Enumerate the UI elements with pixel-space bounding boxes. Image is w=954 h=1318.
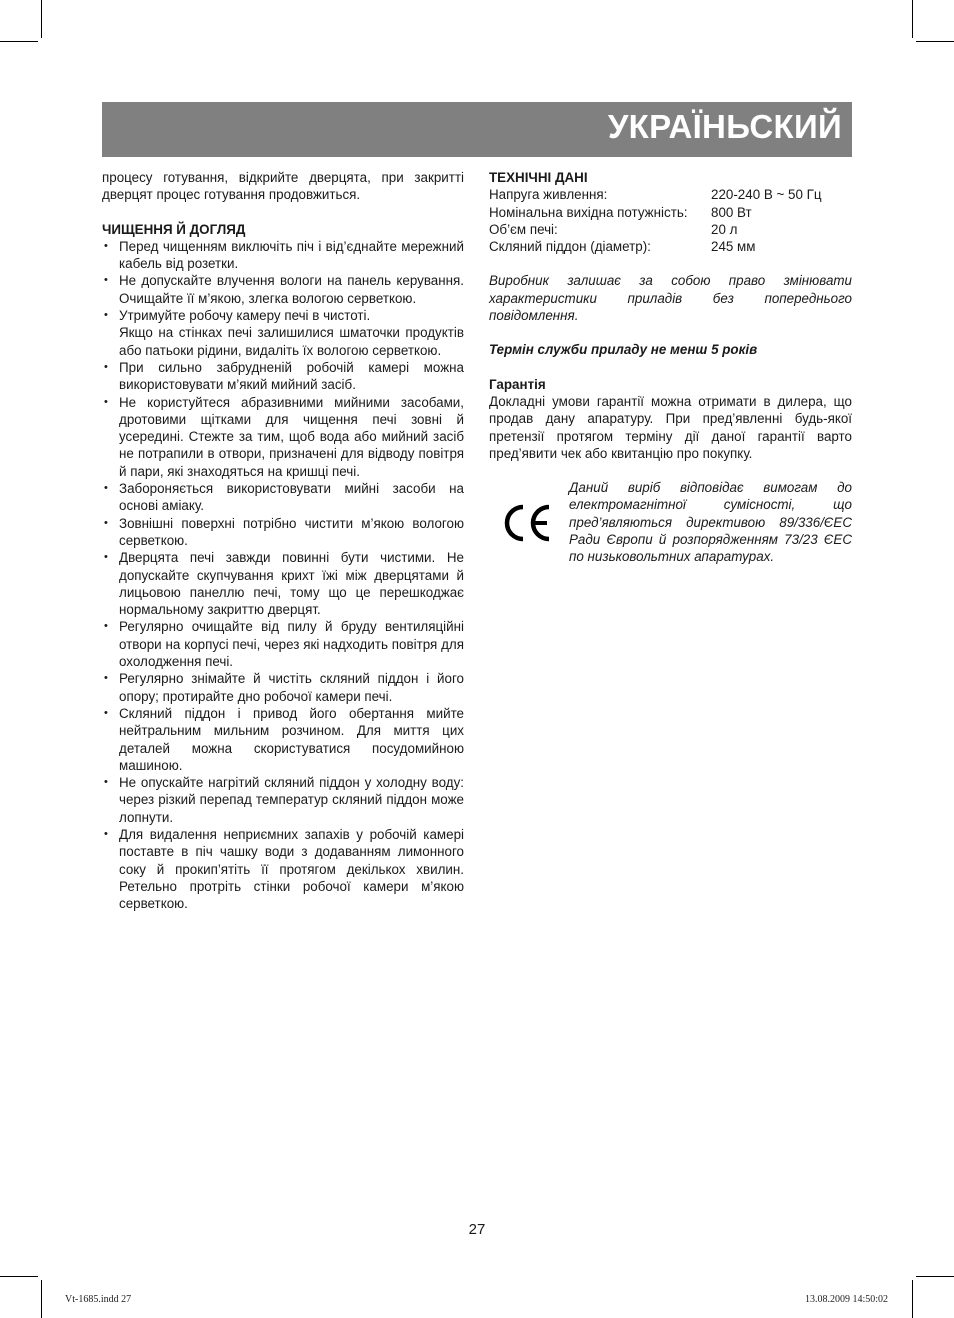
cleaning-item-text: Дверцята печі завжди повинні бути чистими. Не допускайте скупчування крихт їжі між дверцятами й лицьовою панеллю печі, тому що це перешкоджає нормальному закриттю дверцят. <box>119 550 464 618</box>
cleaning-list-item <box>102 480 464 515</box>
spec-label: Об’єм печі: <box>489 221 558 237</box>
cleaning-list-item <box>102 515 464 550</box>
crop-mark <box>0 1276 38 1277</box>
right-column <box>489 169 852 569</box>
spec-row <box>489 204 822 221</box>
warranty-heading: Гарантія <box>489 376 546 392</box>
crop-mark <box>912 0 913 38</box>
spec-label: Скляний піддон (діаметр): <box>489 239 651 255</box>
spec-value: 245 мм <box>711 239 756 255</box>
specs-table <box>489 186 822 255</box>
cleaning-item-text: Для видалення неприємних запахів у робочій камері поставте в піч чашку води з додаванням лимонного соку й прокип’ятіть її протягом декількох хвилин. Ретельно протріть стінки робочої камери м’якою серветкою. <box>119 826 464 912</box>
spec-row <box>489 186 822 203</box>
crop-mark <box>912 1280 913 1318</box>
cleaning-item-text: Регулярно знімайте й чистіть скляний піддон і його опору; протирайте дно робочої камери печі. <box>119 671 464 704</box>
spec-value: 20 л <box>711 221 738 237</box>
cleaning-list-item <box>102 705 464 774</box>
cleaning-item-text: Забороняється використовувати мийні засоби на основі аміаку. <box>119 481 464 514</box>
cleaning-list-item <box>102 826 464 912</box>
manufacturer-note: Виробник залишає за собою право змінювати характеристики приладів без попереднього повідомлення. <box>489 273 852 324</box>
timestamp-slug: 13.08.2009 14:50:02 <box>804 1294 888 1305</box>
cleaning-heading: ЧИЩЕННЯ Й ДОГЛЯД <box>102 221 246 237</box>
crop-mark <box>0 41 38 42</box>
cleaning-list-item <box>102 618 464 670</box>
spec-value: 800 Вт <box>711 204 752 220</box>
spec-value: 220-240 В ~ 50 Гц <box>711 187 822 203</box>
language-header-bar <box>102 102 852 157</box>
cleaning-item-text: Зовнішні поверхні потрібно чистити м’якою вологою серветкою. <box>119 515 464 548</box>
ce-mark-icon <box>503 503 555 543</box>
page-title: УКРАЇНЬСКИЙ <box>607 108 842 145</box>
service-life: Термін служби приладу не менш 5 років <box>489 342 758 358</box>
spec-row <box>489 221 822 238</box>
cleaning-item-text: Не опускайте нагрітий скляний піддон у холодну воду: через різкий перепад температур скляний піддон може лопнути. <box>119 775 464 825</box>
crop-mark <box>41 0 42 38</box>
cleaning-item-text: При сильно забрудненій робочій камері можна використовувати м’який мийний засіб. <box>119 359 464 393</box>
cleaning-list-item <box>102 307 464 359</box>
cleaning-list-item <box>102 272 464 307</box>
cleaning-list-item <box>102 670 464 705</box>
spec-label: Номінальна вихідна потужність: <box>489 204 688 220</box>
cleaning-item-text: Скляний піддон і привод його обертання мийте нейтральним мильним розчином. Для миття цих деталей можна скористуватися посудомийною машиною. <box>119 705 464 773</box>
cleaning-list-item <box>102 359 464 394</box>
warranty-text: Докладні умови гарантії можна отримати в дилера, що продав дану апаратуру. При пред’явленні будь-якої претензії протягом терміну дії даної гарантії варто пред’явити чек або квитанцію про покупку. <box>489 393 852 461</box>
spec-row <box>489 238 822 255</box>
file-slug: Vt-1685.indd 27 <box>65 1294 132 1305</box>
left-column <box>102 169 464 912</box>
cleaning-list-item <box>102 238 464 273</box>
page-number: 27 <box>468 1221 486 1238</box>
ce-compliance <box>489 479 852 569</box>
spec-label: Напруга живлення: <box>489 187 608 203</box>
cleaning-list-item <box>102 549 464 618</box>
cleaning-item-text: Не користуйтеся абразивними мийними засобами, дротовими щітками для чищення печі зовні й усередині. Стежте за тим, щоб вода або мийний засіб не потрапили в отвори, призначені для відводу повітря й пари, які знаходяться на кришці печі. <box>119 394 464 479</box>
ce-text: Даний виріб відповідає вимогам до електромагнітної сумісності, що пред’являються директивою 89/336/ЄЕС Ради Європи й розпорядженням 73/23 ЄЕС по низьковольтних апаратурах. <box>569 480 852 565</box>
cleaning-item-extra: Якщо на стінках печі залишилися шматочки продуктів або патьоки рідини, видаліть їх вологою серветкою. <box>119 325 464 358</box>
crop-mark <box>916 41 954 42</box>
cleaning-item-text: Перед чищенням виключіть піч і від’єднайте мережний кабель від розетки. <box>119 238 464 272</box>
cleaning-list-item <box>102 394 464 480</box>
crop-mark <box>41 1280 42 1318</box>
cleaning-list-item <box>102 774 464 826</box>
cleaning-item-text: Утримуйте робочу камеру печі в чистоті. <box>119 308 371 324</box>
cleaning-item-text: Не допускайте влучення вологи на панель керування. Очищайте її м’якою, злегка вологою серветкою. <box>119 273 464 306</box>
specs-heading: ТЕХНІЧНІ ДАНІ <box>489 170 588 185</box>
cleaning-item-text: Регулярно очищайте від пилу й бруду вентиляційні отвори на корпусі печі, через які надходить повітря для охолодження печі. <box>119 619 464 670</box>
cleaning-list <box>102 238 464 913</box>
intro-paragraph: процесу готування, відкрийте дверцята, при закритті дверцят процес готування продовжиться. <box>102 170 464 203</box>
crop-mark <box>916 1276 954 1277</box>
